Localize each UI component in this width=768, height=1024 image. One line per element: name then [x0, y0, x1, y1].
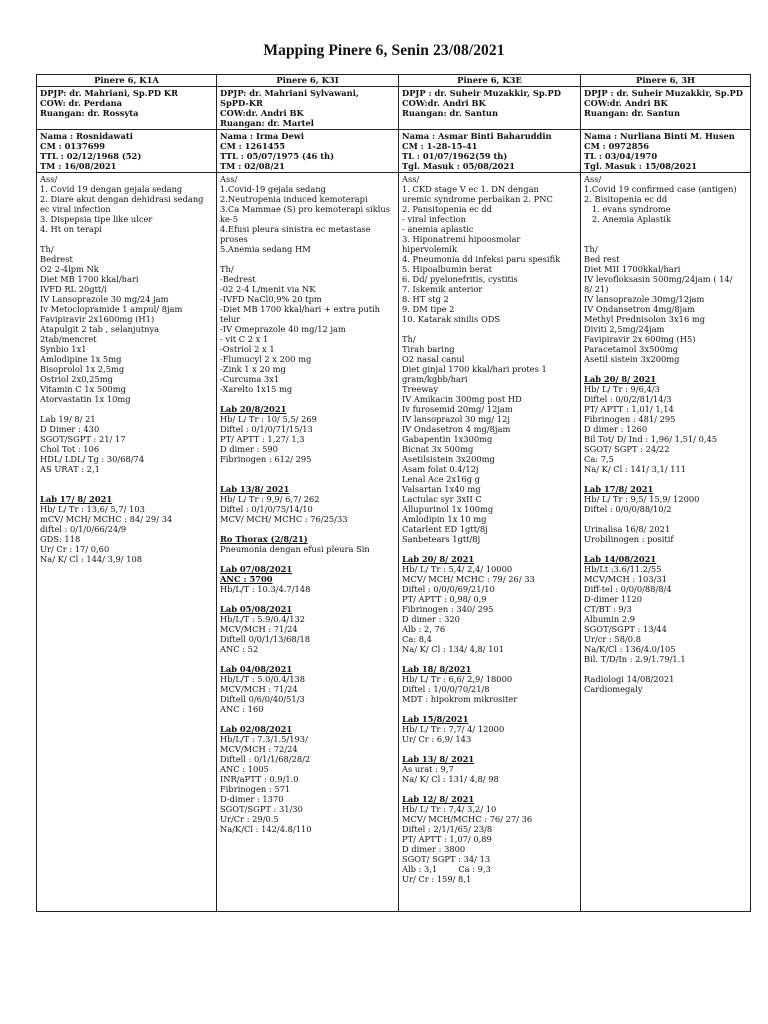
- doctor-cell: [217, 87, 399, 130]
- patient-line: TM : 02/08/21: [220, 161, 285, 171]
- note-line: Cardiomegaly: [584, 684, 643, 694]
- patient-cell: [217, 130, 399, 173]
- note-line: Ostriol 2x0,25mg: [40, 374, 113, 384]
- note-line: MCV/MCH : 71/24: [220, 684, 298, 694]
- note-line: -IV Omeprazole 40 mg/12 jam: [220, 324, 346, 334]
- note-line: Bisoprolol 1x 2,5mg: [40, 364, 125, 374]
- note-line: Chol Tot : 106: [40, 444, 100, 454]
- note-line: Hb/L/T : 7.3/1.5/193/: [220, 734, 308, 744]
- doctor-line: SpPD-KR: [220, 98, 263, 108]
- note-line: Allupurinol 1x 100mg: [402, 504, 494, 514]
- note-line: Diftell 0/6/0/40/51/3: [220, 694, 305, 704]
- note-line: Gabapentin 1x300mg: [402, 434, 493, 444]
- header-row: [37, 75, 751, 87]
- note-line: [402, 544, 577, 554]
- note-line: Diftel : 0/1/0/75/14/10: [220, 504, 313, 514]
- note-line: [402, 654, 577, 664]
- section-heading: Lab 17/8/ 2021: [584, 484, 654, 494]
- note-line: Th/: [402, 334, 416, 344]
- doctor-cell: [37, 87, 217, 130]
- note-line: 4. Ht on terapi: [40, 224, 102, 234]
- note-line: 7. Iskemik anterior: [402, 284, 483, 294]
- note-line: - viral infection: [402, 214, 466, 224]
- note-line: [584, 544, 747, 554]
- note-line: 2. Anemia Aplastik: [584, 214, 671, 224]
- note-line: Fibrinogen : 571: [220, 784, 291, 794]
- notes-row: [37, 173, 751, 912]
- note-line: [220, 714, 395, 724]
- note-line: Th/: [584, 244, 598, 254]
- notes-cell: [37, 173, 217, 912]
- note-line: Methyl Prednisolon 3x16 mg: [584, 314, 706, 324]
- patient-line: TM : 16/08/2021: [40, 161, 117, 171]
- note-line: Fibrinogen : 481/ 295: [584, 414, 676, 424]
- note-line: SGOT/SGPT : 31/30: [220, 804, 303, 814]
- doctor-line: COW:dr. Andri BK: [220, 108, 304, 118]
- note-line: MCV/MCH : 71/24: [220, 624, 298, 634]
- note-line: Amlodipine 1x 5mg: [40, 354, 122, 364]
- note-line: PT/ APTT : 1,01/ 1,14: [584, 404, 674, 414]
- note-line: hipervolemik: [402, 244, 457, 254]
- section-heading: Lab 12/ 8/ 2021: [402, 794, 475, 804]
- patient-line: Tgl. Masuk : 05/08/2021: [402, 161, 516, 171]
- note-line: [40, 234, 213, 244]
- patient-row: [37, 130, 751, 173]
- note-line: Tirah baring: [402, 344, 455, 354]
- note-line: Na/ K/ Cl : 141/ 3,1/ 111: [584, 464, 687, 474]
- section-heading: Lab 07/08/2021: [220, 564, 293, 574]
- note-line: Na/ K/ Cl : 144/ 3,9/ 108: [40, 554, 143, 564]
- note-line: 1. CKD stage V ec 1. DN dengan: [402, 184, 539, 194]
- doctor-line: COW: dr. Perdana: [40, 98, 122, 108]
- note-line: 2. Diare akut dengan dehidrasi sedang: [40, 194, 204, 204]
- doctor-line: Ruangan: dr. Santun: [402, 108, 498, 118]
- note-line: Hb/ L/ Tr : 13,6/ 5,7/ 103: [40, 504, 145, 514]
- note-line: Hb/ L/ Tr : 5,4/ 2,4/ 10000: [402, 564, 513, 574]
- note-line: 3. Dispepsia tipe like ulcer: [40, 214, 153, 224]
- note-line: Alb : 2, 76: [402, 624, 446, 634]
- note-line: Favipiravir 2x1600mg (H1): [40, 314, 155, 324]
- page-title: Mapping Pinere 6, Senin 23/08/2021: [263, 42, 505, 59]
- note-line: IV lansoprazol 30 mg/ 12j: [402, 414, 510, 424]
- note-line: Diftel : 0/1/0/71/15/13: [220, 424, 313, 434]
- patient-line: CM : 1-28-15-41: [402, 141, 478, 151]
- section-heading: Lab 20/ 8/ 2021: [584, 374, 657, 384]
- note-line: 8/ 21): [584, 284, 609, 294]
- note-line: IV Lansoprazole 30 mg/24 jam: [40, 294, 169, 304]
- note-line: Hb/ L/ Tr : 9,9/ 6,7/ 262: [220, 494, 320, 504]
- note-line: Urobilinogen : positif: [584, 534, 674, 544]
- note-line: [584, 664, 747, 674]
- note-line: D-dimer : 1370: [220, 794, 284, 804]
- section-heading: Ro Thorax (2/8/21): [220, 534, 308, 544]
- note-line: -Curcuma 3x1: [220, 374, 280, 384]
- note-line: PT/ APTT : 0,98/ 0,9: [402, 594, 487, 604]
- note-line: [40, 474, 213, 484]
- note-line: [402, 704, 577, 714]
- note-line: [220, 594, 395, 604]
- note-line: ANC : 160: [220, 704, 264, 714]
- note-line: [220, 254, 395, 264]
- note-line: uremic syndrome perbaikan 2. PNC: [402, 194, 553, 204]
- note-line: 2tab/mencret: [40, 334, 97, 344]
- note-line: D dimer : 320: [402, 614, 460, 624]
- note-line: Paracetamol 3x500mg: [584, 344, 679, 354]
- doctor-line: Ruangan: dr. Martel: [220, 118, 314, 128]
- note-line: Diftel : 1/0/0/70/21/8: [402, 684, 490, 694]
- patient-line: CM : 1261455: [220, 141, 286, 151]
- note-line: Albumin 2.9: [584, 614, 635, 624]
- note-line: MCV/MCH : 72/24: [220, 744, 298, 754]
- note-line: proses: [220, 234, 248, 244]
- note-line: Catarlent ED 1gtt/8j: [402, 524, 488, 534]
- note-line: - vit C 2 x 1: [220, 334, 269, 344]
- doctor-line: Ruangan: dr. Rossyta: [40, 108, 139, 118]
- section-heading: Lab 04/08/2021: [220, 664, 293, 674]
- note-line: [584, 364, 747, 374]
- note-line: MDT : hipokrom mikrositer: [402, 694, 518, 704]
- note-line: -Diet MB 1700 kkal/hari + extra putih: [220, 304, 381, 314]
- note-line: Lactulac syr 3xII C: [402, 494, 482, 504]
- note-line: Ur/ Cr : 159/ 8,1: [402, 874, 472, 884]
- note-line: Na/ K/ Cl : 134/ 4,8/ 101: [402, 644, 505, 654]
- note-line: PT/ APTT : 1,07/ 0,89: [402, 834, 492, 844]
- section-heading: Lab 13/ 8/ 2021: [402, 754, 475, 764]
- patient-cell: [37, 130, 217, 173]
- note-line: [220, 464, 395, 474]
- patient-line: CM : 0972856: [584, 141, 650, 151]
- note-line: O2 2-4lpm Nk: [40, 264, 99, 274]
- note-line: Hb/ L/ Tr : 6,6/ 2,9/ 18000: [402, 674, 513, 684]
- note-line: -Zink 1 x 20 mg: [220, 364, 286, 374]
- patient-line: Nama : Asmar Binti Baharuddin: [402, 131, 552, 141]
- note-line: [584, 474, 747, 484]
- note-line: diftel : 0/1/0/66/24/9: [40, 524, 127, 534]
- note-line: D dimer : 1260: [584, 424, 648, 434]
- note-line: -02 2-4 L/menit via NK: [220, 284, 316, 294]
- note-line: Diet MII 1700kkal/hari: [584, 264, 681, 274]
- section-heading: Lab 13/8/ 2021: [220, 484, 290, 494]
- note-line: Hb/ L/ Tr : 7,7/ 4/ 12000: [402, 724, 505, 734]
- note-line: 1.Covid-19 gejala sedang: [220, 184, 326, 194]
- note-line: Asetilsistein 3x200mg: [402, 454, 495, 464]
- note-line: [402, 744, 577, 754]
- note-line: Asetil sistein 3x200mg: [584, 354, 680, 364]
- section-heading: Lab 15/8/2021: [402, 714, 469, 724]
- patient-cell: [581, 130, 751, 173]
- patient-line: Nama : Nurliana Binti M. Husen: [584, 131, 735, 141]
- note-line: IV lansoprazole 30mg/12jam: [584, 294, 705, 304]
- doctor-line: Ruangan: dr. Santun: [584, 108, 680, 118]
- note-line: 10. Katarak sinilis ODS: [402, 314, 501, 324]
- section-heading: Lab 17/ 8/ 2021: [40, 494, 113, 504]
- doctor-line: DPJP : dr. Suheir Muzakkir, Sp.PD: [402, 88, 561, 98]
- note-line: [40, 484, 213, 494]
- note-line: 1. evans syndrome: [584, 204, 671, 214]
- doctor-line: COW:dr. Andri BK: [584, 98, 668, 108]
- note-line: Alb : 3,1 Ca : 9,3: [402, 864, 491, 874]
- section-heading: Lab 18/ 8/2021: [402, 664, 472, 674]
- note-line: 5. Hipoalbumin berat: [402, 264, 492, 274]
- note-line: Hb/ L/ Tr : 7,4/ 3,2/ 10: [402, 804, 497, 814]
- note-line: INR/aPTT : 0.9/1.0: [220, 774, 299, 784]
- patient-line: CM : 0137699: [40, 141, 106, 151]
- note-line: ANC : 1005: [220, 764, 269, 774]
- note-line: [220, 474, 395, 484]
- note-line: GDS: 118: [40, 534, 81, 544]
- patient-line: Nama : Rosnidawati: [40, 131, 133, 141]
- note-line: AS URAT : 2,1: [40, 464, 100, 474]
- column-header: Pinere 6, K1A: [37, 75, 217, 87]
- note-line: Bil Tot/ D/ Ind : 1,96/ 1,51/ 0,45: [584, 434, 718, 444]
- patient-line: TL : 03/04/1970: [584, 151, 658, 161]
- section-heading: ANC : 5700: [220, 574, 273, 584]
- note-line: Iv furosemid 20mg/ 12jam: [402, 404, 513, 414]
- note-line: -Xarelto 1x15 mg: [220, 384, 293, 394]
- note-line: Na/K/Cl : 142/4.8/110: [220, 824, 312, 834]
- note-line: Valsartan 1x40 mg: [402, 484, 481, 494]
- note-line: Fibrinogen : 612/ 295: [220, 454, 312, 464]
- section-heading: Lab 14/08/2021: [584, 554, 657, 564]
- doctor-line: COW:dr. Andri BK: [402, 98, 486, 108]
- patient-cell: [399, 130, 581, 173]
- note-line: Hb/ L/ Tr : 9,5/ 15,9/ 12000: [584, 494, 700, 504]
- note-line: Ass/: [402, 174, 420, 184]
- note-line: Diet MB 1700 kkal/hari: [40, 274, 139, 284]
- note-line: [220, 554, 395, 564]
- note-line: IV Ondansetron 4mg/8jam: [584, 304, 696, 314]
- note-line: Ca: 7,5: [584, 454, 614, 464]
- note-line: Ur/ Cr : 6,9/ 143: [402, 734, 472, 744]
- note-line: O2 nasal canul: [402, 354, 465, 364]
- note-line: Ur/ Cr : 17/ 0,60: [40, 544, 110, 554]
- notes-cell: [581, 173, 751, 912]
- note-line: Hb/L/T : 5.9/0.4/132: [220, 614, 306, 624]
- note-line: Atorvastatin 1x 10mg: [40, 394, 131, 404]
- patient-line: TTL : 05/07/1975 (46 th): [220, 151, 335, 161]
- column-header: Pinere 6, K3E: [399, 75, 581, 87]
- note-line: Diftel : 0/0/2/81/14/3: [584, 394, 672, 404]
- notes-cell: [399, 173, 581, 912]
- note-line: ANC : 52: [220, 644, 259, 654]
- note-line: Lab 19/ 8/ 21: [40, 414, 96, 424]
- note-line: Hb/L/T : 5.0/0.4/138: [220, 674, 306, 684]
- note-line: Bed rest: [584, 254, 620, 264]
- note-line: Fibrinogen : 340/ 295: [402, 604, 494, 614]
- note-line: IVFD RL 20gtt/i: [40, 284, 107, 294]
- patient-line: TTL : 02/12/1968 (52): [40, 151, 142, 161]
- note-line: MCV/ MCH/MCHC : 76/ 27/ 36: [402, 814, 533, 824]
- doctor-line: DPJP : dr. Suheir Muzakkir, Sp.PD: [584, 88, 743, 98]
- note-line: SGOT/ SGPT : 34/ 13: [402, 854, 491, 864]
- note-line: 1. Covid 19 dengan gejala sedang: [40, 184, 183, 194]
- notes-cell: [217, 173, 399, 912]
- section-heading: Lab 20/ 8/ 2021: [402, 554, 475, 564]
- note-line: [220, 524, 395, 534]
- note-line: ke-5: [220, 214, 239, 224]
- note-line: Ass/: [584, 174, 602, 184]
- note-line: Asam folat 0.4/12j: [402, 464, 479, 474]
- note-line: - anemia aplastic: [402, 224, 474, 234]
- note-line: As urat : 9,7: [402, 764, 454, 774]
- note-line: 1.Covid 19 confirmed case (antigen): [584, 184, 737, 194]
- note-line: Atapulgit 2 tab , selanjutnya: [40, 324, 160, 334]
- note-line: MCV/MCH : 103/31: [584, 574, 667, 584]
- section-heading: Lab 05/08/2021: [220, 604, 293, 614]
- note-line: Sanbetears 1gtt/8j: [402, 534, 481, 544]
- note-line: [40, 404, 213, 414]
- note-line: Favipiravir 2x 600mg (H5): [584, 334, 696, 344]
- note-line: Treeway: [402, 384, 439, 394]
- note-line: 3.Ca Mammae (S) pro kemoterapi siklus: [220, 204, 390, 214]
- note-line: D dimer : 3800: [402, 844, 466, 854]
- note-line: MCV/ MCH/ MCHC : 76/25/33: [220, 514, 348, 524]
- patient-line: Tgl. Masuk : 15/08/2021: [584, 161, 698, 171]
- note-line: -IVFD NaCl0,9% 20 tpm: [220, 294, 322, 304]
- patient-mapping-table: [36, 74, 751, 912]
- note-line: Bil. T/D/In : 2.9/1.79/1.1: [584, 654, 686, 664]
- note-line: 9. DM tipe 2: [402, 304, 455, 314]
- note-line: 2. Bisitopenia ec dd: [584, 194, 668, 204]
- patient-line: Nama : Irma Dewi: [220, 131, 305, 141]
- note-line: Th/: [220, 264, 234, 274]
- note-line: -Flumucyl 2 x 200 mg: [220, 354, 312, 364]
- note-line: 8. HT stg 2: [402, 294, 449, 304]
- note-line: Pneumonia dengan efusi pleura Sin: [220, 544, 370, 554]
- note-line: Hb/ L/ Tr : 10/ 5,5/ 269: [220, 414, 317, 424]
- note-line: 2. Pansitopenia ec dd: [402, 204, 492, 214]
- note-line: Hb/Lt :3.6/11.2/55: [584, 564, 662, 574]
- note-line: Radiologi 14/08/2021: [584, 674, 675, 684]
- note-line: MCV/ MCH/ MCHC : 79/ 26/ 33: [402, 574, 535, 584]
- note-line: 3. Hiponatremi hipoosmolar: [402, 234, 521, 244]
- note-line: Th/: [40, 244, 54, 254]
- note-line: [220, 394, 395, 404]
- note-line: Diviti 2,5mg/24jam: [584, 324, 665, 334]
- note-line: Lenal Ace 2x16g g: [402, 474, 480, 484]
- doctor-cell: [581, 87, 751, 130]
- note-line: Diftel : 2/1/1/65/ 23/8: [402, 824, 493, 834]
- doctor-line: DPJP: dr. Mahriani Sylvawani,: [220, 88, 359, 98]
- note-line: D-dimer 1120: [584, 594, 643, 604]
- note-line: Na/K/Cl : 136/4.0/105: [584, 644, 676, 654]
- note-line: IV Amikacin 300mg post HD: [402, 394, 522, 404]
- note-line: Na/ K/ Cl : 131/ 4,8/ 98: [402, 774, 499, 784]
- note-line: -Ostriol 2 x 1: [220, 344, 275, 354]
- note-line: Diff-tel : 0/0/0/88/8/4: [584, 584, 672, 594]
- doctor-cell: [399, 87, 581, 130]
- note-line: Hb/ L/ Tr : 9/6,4/3: [584, 384, 660, 394]
- note-line: Synbio 1x1: [40, 344, 87, 354]
- note-line: telur: [220, 314, 241, 324]
- note-line: Diet ginjal 1700 kkal/hari protes 1: [402, 364, 547, 374]
- note-line: Amlodipin 1x 10 mg: [402, 514, 487, 524]
- note-line: Ur/cr : 58/0.8: [584, 634, 641, 644]
- note-line: D dimer : 590: [220, 444, 278, 454]
- note-line: [584, 234, 747, 244]
- note-line: Vitamin C 1x 500mg: [40, 384, 126, 394]
- note-line: 4. Pneumonia dd infeksi paru spesifik: [402, 254, 561, 264]
- note-line: SGOT/ SGPT : 24/22: [584, 444, 670, 454]
- note-line: Ass/: [40, 174, 58, 184]
- note-line: IV levofloksasin 500mg/24jam ( 14/: [584, 274, 733, 284]
- column-header: Pinere 6, 3H: [581, 75, 751, 87]
- note-line: Ur/Cr : 29/0.5: [220, 814, 279, 824]
- note-line: Diftell 0/0/1/13/68/18: [220, 634, 311, 644]
- note-line: SGOT/SGPT : 21/ 17: [40, 434, 126, 444]
- note-line: Diftell : 0/1/1/68/28/2: [220, 754, 311, 764]
- note-line: Bicnat 3x 500mg: [402, 444, 474, 454]
- doctor-line: DPJP: dr. Mahriani, Sp.PD KR: [40, 88, 179, 98]
- doctor-row: [37, 87, 751, 130]
- section-heading: Lab 20/8/2021: [220, 404, 287, 414]
- note-line: -Bedrest: [220, 274, 256, 284]
- note-line: Ca: 8,4: [402, 634, 432, 644]
- note-line: CT/BT : 9/3: [584, 604, 632, 614]
- note-line: ec viral infection: [40, 204, 111, 214]
- column-header: Pinere 6, K3I: [217, 75, 399, 87]
- note-line: [584, 514, 747, 524]
- note-line: gram/kgbb/hari: [402, 374, 468, 384]
- note-line: 4.Efusi pleura sinistra ec metastase: [220, 224, 371, 234]
- note-line: SGOT/SGPT : 13/44: [584, 624, 667, 634]
- note-line: 5.Anemia sedang HM: [220, 244, 311, 254]
- note-line: Urinalisa 16/8/ 2021: [584, 524, 671, 534]
- note-line: D Dimer : 430: [40, 424, 100, 434]
- note-line: [402, 784, 577, 794]
- note-line: Ass/: [220, 174, 238, 184]
- note-line: Iv Metoclopramide 1 ampul/ 8jam: [40, 304, 183, 314]
- patient-line: TL : 01/07/1962(59 th): [402, 151, 508, 161]
- note-line: [220, 654, 395, 664]
- note-line: HDL/ LDL/ Tg : 30/68/74: [40, 454, 145, 464]
- note-line: Bedrest: [40, 254, 73, 264]
- note-line: Hb/L/T : 10.3/4.7/148: [220, 584, 311, 594]
- note-line: mCV/ MCH/ MCHC : 84/ 29/ 34: [40, 514, 173, 524]
- note-line: Diftel : 0/0/0/69/21/10: [402, 584, 495, 594]
- note-line: 2.Neutropenia induced kemoterapi: [220, 194, 368, 204]
- note-line: [402, 324, 577, 334]
- note-line: Diftel : 0/0/0/88/10/2: [584, 504, 672, 514]
- note-line: [584, 224, 747, 234]
- note-line: 6. Dd/ pyelonefritis, cystitis: [402, 274, 518, 284]
- section-heading: Lab 02/08/2021: [220, 724, 293, 734]
- note-line: IV Ondasetron 4 mg/8jam: [402, 424, 511, 434]
- note-line: PT/ APTT : 1,27/ 1,3: [220, 434, 305, 444]
